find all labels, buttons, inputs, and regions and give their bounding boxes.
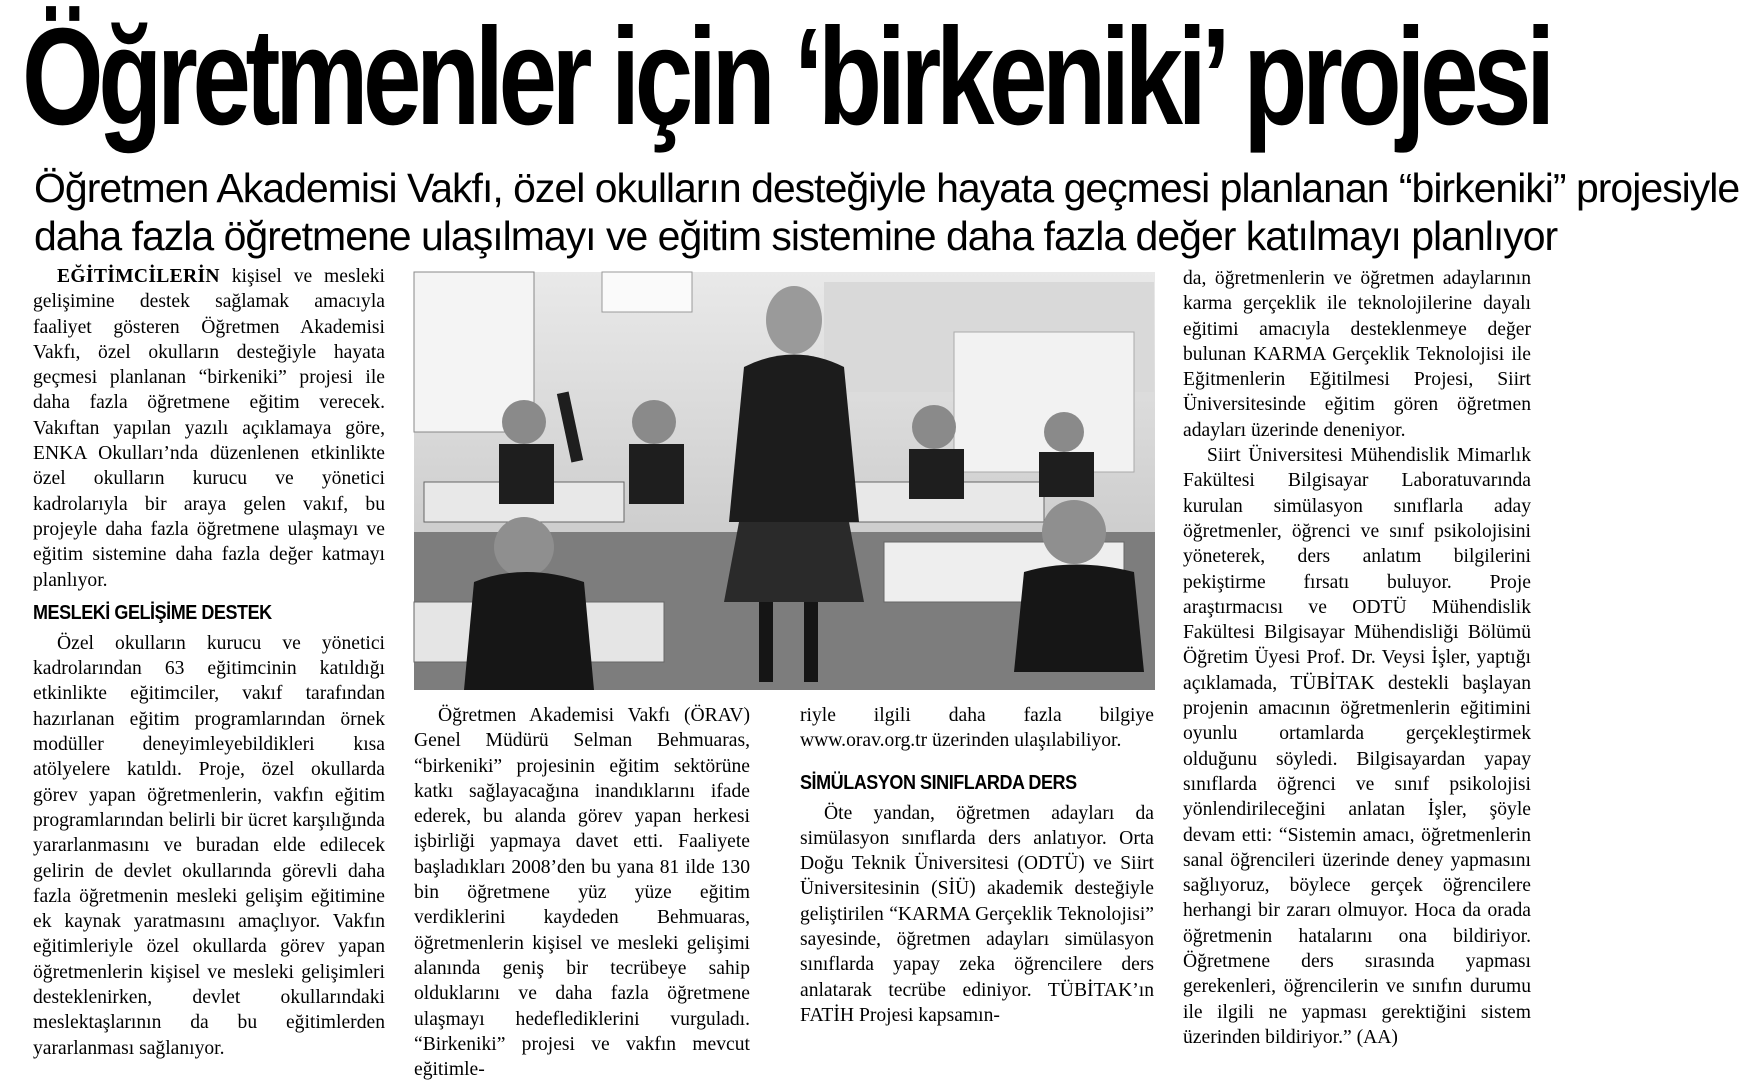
continued-paragraph: da, öğretmenlerin ve öğretmen adaylarının karma gerçeklik ile teknolojilerine dayalı eğitimi amacıyla desteklenmeye değer bulunan KARMA Gerçeklik Teknolojisi ile Eğitmenlerin Eğitilmesi Projesi, Siirt Üniversitesinde eğitim gören öğretmen adayları üzerinde deneniyor. — [1183, 268, 1531, 441]
subheadline-line-1: Öğretmen Akademisi Vakfı, özel okulların desteğiyle hayata geçmesi planlanan “birkeniki” projesiyle — [34, 165, 1739, 211]
body-paragraph: Öğretmen Akademisi Vakfı (ÖRAV) Genel Müdürü Selman Behmuaras, “birkeniki” projesinin eğitim sektörüne katkı sağlayacağına inandıklarını ifade ederek, bu alanda görev yapan herkesi işbirliği yapmaya davet etti. Faaliyete başladıkları 2008’den bu yana 81 ilde 130 bin öğretmene yüz yüze eğitim verdiklerini kaydeden Behmuaras, öğretmenlerin kişisel ve mesleki gelişimi alanında geniş bir tecrübeye sahip olduklarını ve daha fazla öğretmene ulaşmayı hedeflediklerini vurguladı. “Birkeniki” projesi ve vakfın mevcut eğitimle- — [414, 705, 750, 1081]
article-column-1 — [33, 264, 385, 1061]
continued-paragraph: riyle ilgili daha fazla bilgiye www.orav.org.tr üzerinden ulaşılabiliyor. — [800, 705, 1154, 752]
body-paragraph: Siirt Üniversitesi Mühendislik Mimarlık Fakültesi Bilgisayar Laboratuvarında kurulan simülasyon sınıflarla aday öğretmenler, öğrenci ve sınıf psikolojisini yöneterek, ders anlatım bilgilerini pekiştirme fırsatı buluyor. Proje araştırmacısı ve ODTÜ Mühendislik Fakültesi Bilgisayar Mühendisliği Bölümü Öğretim Üyesi Prof. Dr. Veysi İşler, yaptığı açıklamada, TÜBİTAK destekli başlayan projenin amacının öğretmenlerin eğitimini oyunlu ortamlarda gerçekleştirmek olduğunu söyledi. Bilgisayardan yapay sınıflarda öğrenci ve sınıf psikolojisi yönlendirileceğini anlatan İşler, şöyle devam etti: “Sistemin amacı, öğretmenlerin sanal öğrencileri üzerinde deney yapmasını sağlıyoruz, böylece gerçek öğrencilere herhangi bir zararı olmuyor. Hoca da orada öğretmenin hatalarını ona bildiriyor. Öğretmene ders sırasında yapması gerekenleri, öğrencilerin ve sınıfın durumu ile ilgili ne yapması gerektiğini sistem üzerinden bildiriyor.” (AA) — [1183, 445, 1531, 1048]
headline: Öğretmenler için ‘birkeniki’ projesi — [22, 0, 1550, 154]
classroom-photo-illustration — [414, 272, 1155, 690]
subheadline — [34, 164, 1739, 260]
section-heading-simulasyon: SİMÜLASYON SINIFLARDA DERS — [800, 771, 1077, 794]
body-paragraph: Öte yandan, öğretmen adayları da simülasyon sınıflarda ders anlatıyor. Orta Doğu Teknik Üniversitesi (ODTÜ) ve Siirt Üniversitesinin (SİÜ) akademik desteğiyle geliştirilen “KARMA Gerçeklik Teknolojisi” sayesinde, öğretmen adayları simülasyon sınıflarda yapay zeka öğrencilere ders anlatarak tecrübe ediniyor. TÜBİTAK’ın FATİH Projesi kapsamın- — [800, 802, 1154, 1026]
section-heading-mesleki: MESLEKİ GELİŞİME DESTEK — [33, 601, 272, 624]
lead-word: EĞİTİMCİLERİN — [57, 266, 220, 287]
article-column-2 — [414, 703, 750, 1082]
article-column-3 — [800, 703, 1154, 1028]
intro-text: kişisel ve mesleki gelişimine destek sağlamak amacıyla faaliyet gösteren Öğretmen Akademisi Vakfı, özel okulların desteğiyle hayata geçmesi planlanan “birkeniki” projesi ile daha fazla öğretmene eğitim verecek. Vakıftan yapılan yazılı açıklamaya göre, ENKA Okulları’nda düzenlenen etkinlikte özel okulların kurucu ve yönetici kadrolarıyla bir araya gelen vakıf, bu projeyle daha fazla öğretmene ulaşmayı ve eğitim sistemine daha fazla değer katmayı planlıyor. — [33, 266, 385, 591]
article-column-4 — [1183, 266, 1531, 1050]
body-paragraph: Özel okulların kurucu ve yönetici kadrolarından 63 eğitimcinin katıldığı etkinlikte eğitimciler, vakıf tarafından hazırlanan eğitim programlarından örnek modüller deneyimleyebildikleri kısa atölyelere katıldı. Proje, özel okullarda görev yapan öğretmenlerin, vakfın eğitim programlarından belirli bir ücret karşılığında yararlanmasını ve buradan elde edilecek gelirin de devlet okullarında görevli daha fazla öğretmenin mesleki gelişim eğitimine ek kaynak yaratmasını amaçlıyor. Vakfın eğitimleriyle özel okullarda görev yapan öğretmenlerin kişisel ve mesleki gelişimleri desteklenirken, devlet okullarındaki meslektaşlarının da bu eğitimlerden yararlanması sağlanıyor. — [33, 632, 385, 1059]
classroom-photo — [414, 272, 1155, 690]
intro-paragraph — [33, 264, 385, 593]
subheadline-line-2: daha fazla öğretmene ulaşılmayı ve eğitim sistemine daha fazla değer katılmayı planlıyor — [34, 213, 1558, 259]
